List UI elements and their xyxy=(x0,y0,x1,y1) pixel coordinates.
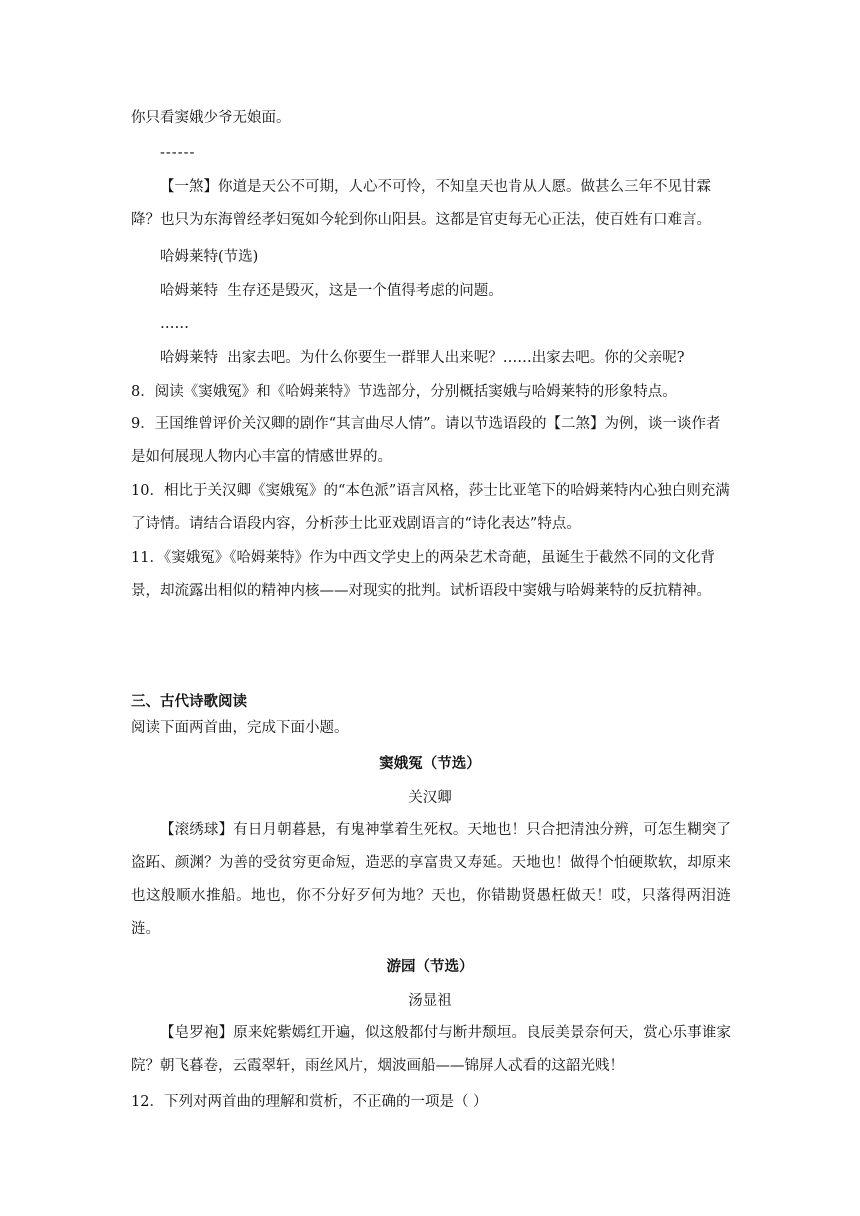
poem-author: 汤显祖 xyxy=(408,993,452,1009)
hamlet-line: 哈姆莱特 出家去吧。为什么你要生一群罪人出来呢？……出家去吧。你的父亲呢? xyxy=(160,350,685,366)
poem-text: 【滚绣球】有日月朝暮悬，有鬼神掌着生死权。天地也！只合把清浊分辨，可怎生糊突了盗跖、颜渊？为善的受贫穷更命短，造恶的享富贵又寿延。天地也！做得个怕硬欺软，却原来也这般顺水推船。地也，你不分好歹何为地？天也，你错勘贤愚枉做天！哎，只落得两泪涟涟。 xyxy=(131,822,731,937)
question-12: 12．下列对两首曲的理解和赏析，不正确的一项是（ ） xyxy=(131,1094,488,1110)
question-11: 11．《窦娥冤》《哈姆莱特》作为中西文学史上的两朵艺术奇葩，虽诞生于截然不同的文化背景，却流露出相似的精神内核——对现实的批判。试析语段中窦娥与哈姆莱特的反抗精神。 xyxy=(131,550,715,599)
separator: ------ xyxy=(160,145,196,161)
section-intro: 阅读下面两首曲，完成下面小题。 xyxy=(131,720,349,736)
qupai-label: 【一煞】 xyxy=(160,179,218,195)
yisha-paragraph xyxy=(131,171,731,237)
poem-author: 关汉卿 xyxy=(408,790,452,806)
question-8: 8．阅读《窦娥冤》和《哈姆莱特》节选部分，分别概括窦娥与哈姆莱特的形象特点。 xyxy=(131,384,677,400)
question-9: 9．王国维曾评价关汉卿的剧作“其言曲尽人情”。请以节选语段的【二煞】为例，谈一谈作者是如何展现人物内心丰富的情感世界的。 xyxy=(131,416,721,465)
poem-text: 【皂罗袍】原来姹紫嫣红开遍，似这般都付与断井颓垣。良辰美景奈何天，赏心乐事谁家院？朝飞暮卷，云霞翠轩，雨丝风片，烟波画船——锦屏人忒看的这韶光贱！ xyxy=(131,1025,731,1074)
hamlet-line: 哈姆莱特 生存还是毁灭，这是一个值得考虑的问题。 xyxy=(160,283,503,299)
yisha-text: 你道是天公不可期，人心不可怜，不知皇天也肯从人愿。做甚么三年不见甘霖降？也只为东海曾经孝妇冤如今轮到你山阳县。这都是官吏每无心正法，使百姓有口难言。 xyxy=(131,179,711,228)
excerpt-line: 你只看窦娥少爷无娘面。 xyxy=(131,110,291,126)
ellipsis: …… xyxy=(160,316,189,332)
question-10: 10．相比于关汉卿《窦娥冤》的“本色派”语言风格，莎士比亚笔下的哈姆莱特内心独白则充满了诗情。请结合语段内容，分析莎士比亚戏剧语言的“诗化表达”特点。 xyxy=(131,483,730,532)
section-heading: 三、古代诗歌阅读 xyxy=(131,693,247,710)
poem-title: 游园（节选） xyxy=(386,958,474,975)
hamlet-title: 哈姆莱特(节选) xyxy=(160,249,259,265)
poem-title: 窦娥冤（节选） xyxy=(379,755,481,772)
